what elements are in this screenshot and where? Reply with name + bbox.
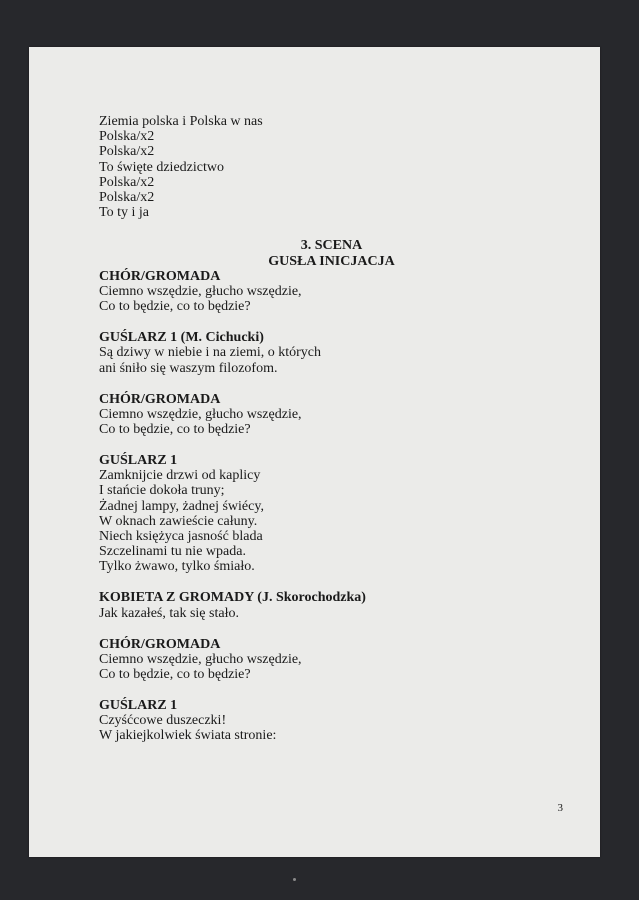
dialogue-line: I stańcie dokoła truny;	[99, 483, 225, 499]
speaker-name: GUŚLARZ 1	[99, 453, 178, 469]
scene-heading	[99, 238, 559, 268]
poem-line: Polska/x2	[99, 129, 155, 145]
page-number: 3	[557, 802, 563, 814]
dialogue-block	[99, 698, 559, 744]
dialogue-line: W jakiejkolwiek świata stronie:	[99, 728, 277, 744]
dialogue-block	[99, 637, 559, 683]
speaker-name: GUŚLARZ 1 (M. Cichucki)	[99, 330, 264, 346]
dialogue-block	[99, 392, 559, 438]
document-page	[29, 47, 600, 857]
speaker-name: CHÓR/GROMADA	[99, 391, 221, 407]
poem-intro	[99, 114, 559, 220]
scan-speck	[293, 878, 296, 881]
dialogue-line: Szczelinami tu nie wpada.	[99, 544, 246, 560]
dialogue-line: Niech księżyca jasność blada	[99, 529, 263, 545]
scene-number: 3. SCENA	[300, 238, 363, 254]
speaker-name: KOBIETA Z GROMADY (J. Skorochodzka)	[99, 590, 366, 606]
poem-line: To święte dziedzictwo	[99, 159, 224, 175]
poem-line: Ziemia polska i Polska w nas	[99, 114, 263, 129]
dialogue-block	[99, 330, 559, 376]
poem-line: To ty i ja	[99, 205, 149, 221]
dialogue-line: Jak kazałeś, tak się stało.	[99, 605, 239, 621]
scene-title: GUSŁA INICJACJA	[268, 253, 395, 269]
dialogue-block	[99, 269, 559, 315]
dialogue-line: Ciemno wszędzie, głucho wszędzie,	[99, 284, 302, 300]
dialogue-line: W oknach zawieście całuny.	[99, 513, 258, 529]
poem-line: Polska/x2	[99, 190, 155, 206]
dialogue-line: Ciemno wszędzie, głucho wszędzie,	[99, 406, 302, 422]
dialogue-line: Co to będzie, co to będzie?	[99, 299, 251, 315]
speaker-name: CHÓR/GROMADA	[99, 268, 221, 284]
dialogue-line: Zamknijcie drzwi od kaplicy	[99, 468, 261, 484]
dialogue-line: Tylko żwawo, tylko śmiało.	[99, 559, 255, 575]
dialogue-line: Co to będzie, co to będzie?	[99, 667, 251, 683]
poem-line: Polska/x2	[99, 144, 155, 160]
speaker-name: CHÓR/GROMADA	[99, 636, 221, 652]
dialogue-block	[99, 453, 559, 575]
dialogue-line: Są dziwy w niebie i na ziemi, o których	[99, 345, 321, 361]
dialogue-line: Żadnej lampy, żadnej świécy,	[99, 498, 264, 514]
dialogue-line: Ciemno wszędzie, głucho wszędzie,	[99, 651, 302, 667]
page-text	[99, 114, 559, 744]
dialogue-line: Czyśćcowe duszeczki!	[99, 713, 227, 729]
dialogue-block	[99, 590, 559, 620]
poem-line: Polska/x2	[99, 174, 155, 190]
dialogue-line: Co to będzie, co to będzie?	[99, 422, 251, 438]
dialogue-line: ani śniło się waszym filozofom.	[99, 360, 278, 376]
speaker-name: GUŚLARZ 1	[99, 698, 178, 714]
